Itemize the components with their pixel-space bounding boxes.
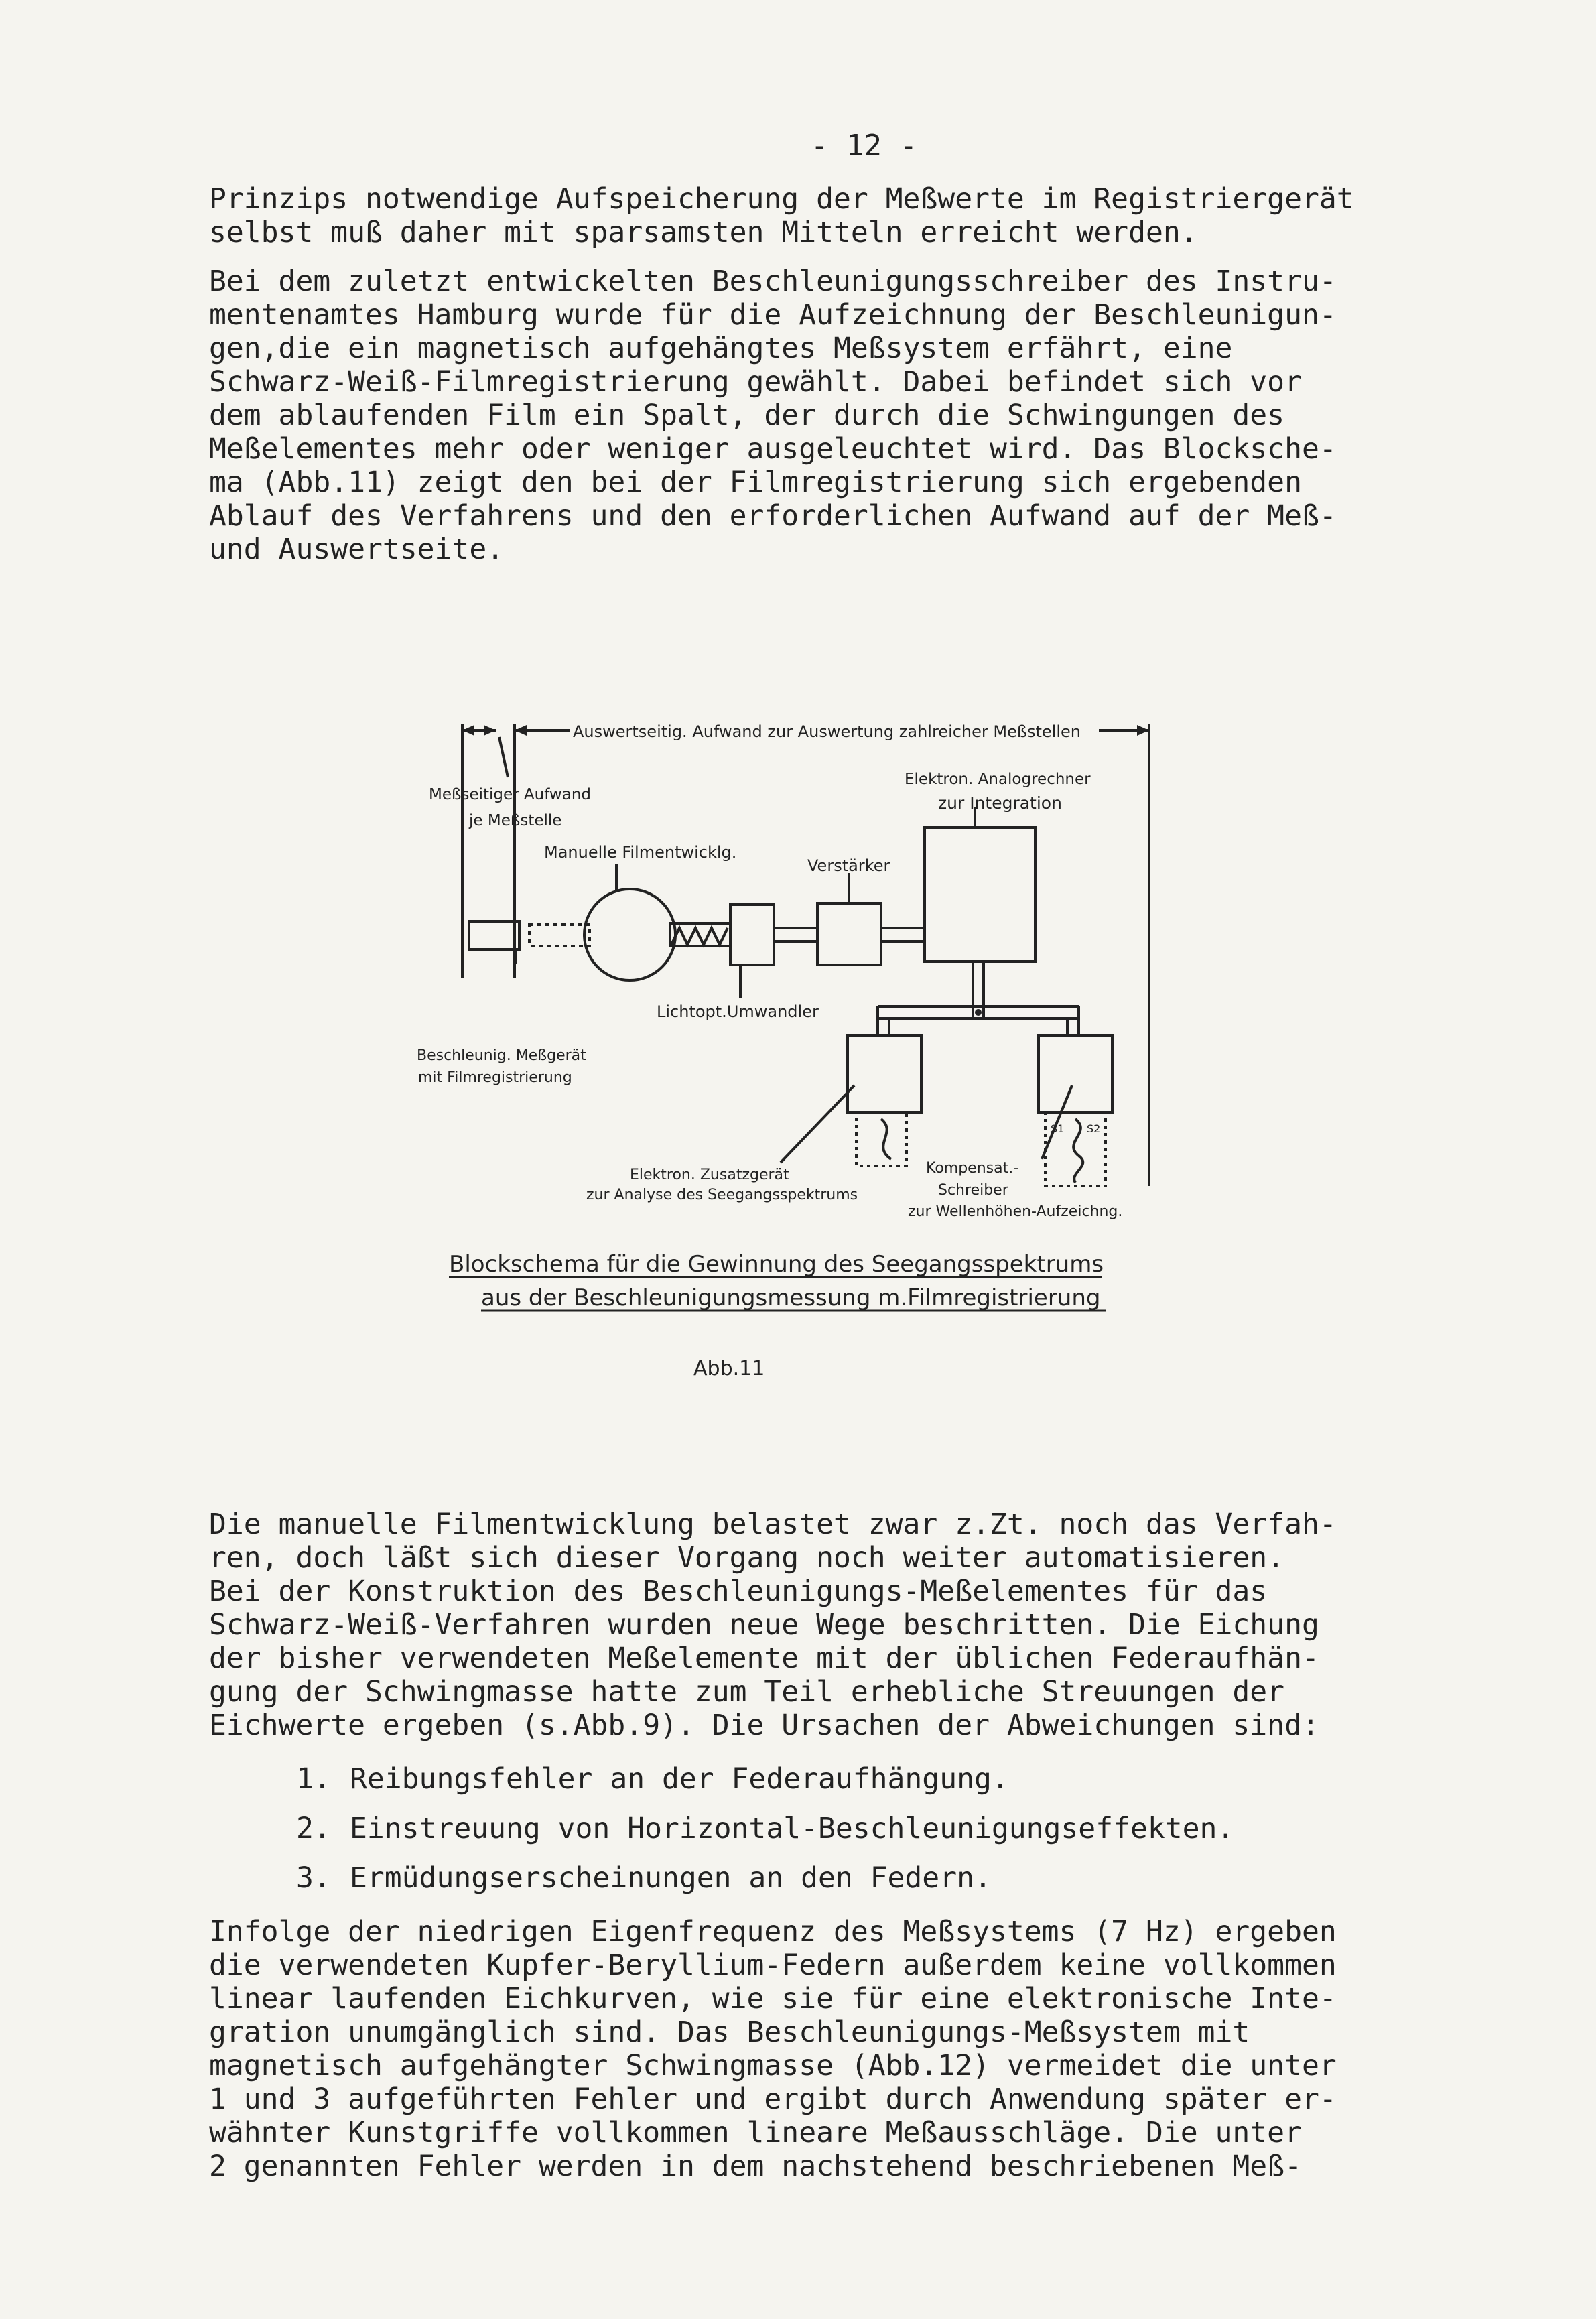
- converter-box: [730, 905, 774, 965]
- label-filmentwicklung: Manuelle Filmentwicklg.: [544, 843, 737, 862]
- recorder-curve: [1073, 1119, 1083, 1183]
- list-text: Einstreuung von Horizontal-Beschleunigungseffekten.: [350, 1812, 1235, 1845]
- figure-caption-line-1: Blockschema für die Gewinnung des Seegangsspektrums: [449, 1251, 1104, 1278]
- text-line: gung der Schwingmasse hatte zum Teil erhebliche Streuungen der: [209, 1675, 1285, 1709]
- figure-caption-line-2: aus der Beschleunigungsmessung m.Filmregistrierung: [481, 1284, 1101, 1311]
- text-line: mentenamtes Hamburg wurde für die Aufzeichnung der Beschleunigun-: [209, 298, 1337, 332]
- label-je-messstelle: je Meßstelle: [469, 812, 562, 830]
- arrow-heads: [462, 725, 1149, 1016]
- text-line: Bei der Konstruktion des Beschleunigungs-Meßelementes für das: [209, 1575, 1268, 1608]
- label-zusatzgeraet: Elektron. Zusatzgerät: [630, 1167, 789, 1183]
- label-analogrechner: Elektron. Analogrechner: [905, 771, 1091, 788]
- page-number: - 12 -: [811, 129, 917, 163]
- paragraph-3: [209, 1508, 1415, 1742]
- analysis-curve: [881, 1119, 891, 1159]
- analog-computer-box: [925, 827, 1035, 962]
- label-kompensat: Kompensat.-: [926, 1160, 1019, 1177]
- text-line: selbst muß daher mit sparsamsten Mitteln erreicht werden.: [209, 216, 1198, 249]
- list-number: 1.: [296, 1762, 331, 1796]
- label-analyse-seegang: zur Analyse des Seegangsspektrums: [586, 1187, 858, 1203]
- text-line: der bisher verwendeten Meßelemente mit der üblichen Federaufhän-: [209, 1642, 1319, 1675]
- text-line: und Auswertseite.: [209, 533, 505, 566]
- list-text: Ermüdungserscheinungen an den Federn.: [350, 1861, 992, 1895]
- label-schreiber: Schreiber: [938, 1182, 1008, 1199]
- text-line: 1 und 3 aufgeführten Fehler und ergibt durch Anwendung später er-: [209, 2082, 1337, 2116]
- figure-number: Abb.11: [693, 1357, 765, 1380]
- amplifier-box: [817, 903, 881, 965]
- paragraph-4: [209, 1915, 1415, 2183]
- list-item: [296, 1812, 1368, 1845]
- label-messseitig: Meßseitiger Aufwand: [429, 786, 592, 803]
- pointer-line: [781, 1085, 854, 1163]
- text-line: gration unumgänglich sind. Das Beschleunigungs-Meßsystem mit: [209, 2015, 1250, 2049]
- label-verstaerker: Verstärker: [807, 856, 890, 875]
- text-line: gen,die ein magnetisch aufgehängtes Meßsystem erfährt, eine: [209, 332, 1233, 365]
- film-path: [529, 925, 590, 946]
- text-line: Schwarz-Weiß-Verfahren wurden neue Wege beschritten. Die Eichung: [209, 1608, 1319, 1642]
- label-beschleunig-messgeraet: Beschleunig. Meßgerät: [417, 1047, 586, 1064]
- label-lichtopt-umwandler: Lichtopt.Umwandler: [657, 1002, 819, 1021]
- label-integration: zur Integration: [938, 793, 1062, 813]
- analysis-device-box: [848, 1035, 921, 1112]
- text-line: 2 genannten Fehler werden in dem nachstehend beschriebenen Meß-: [209, 2149, 1302, 2183]
- film-waveform: [671, 928, 728, 945]
- label-filmregistrierung: mit Filmregistrierung: [418, 1069, 572, 1086]
- pointer-line: [499, 737, 508, 777]
- text-line: magnetisch aufgehängter Schwingmasse (Abb.12) vermeidet die unter: [209, 2049, 1337, 2082]
- label-wellenhoehen: zur Wellenhöhen-Aufzeichng.: [908, 1203, 1123, 1220]
- list-item: [296, 1762, 1368, 1796]
- label-s1: S1: [1051, 1122, 1065, 1135]
- text-line: Meßelementes mehr oder weniger ausgeleuchtet wird. Das Blocksche-: [209, 432, 1337, 466]
- recorder-box: [1039, 1035, 1112, 1112]
- text-line: Schwarz-Weiß-Filmregistrierung gewählt. Dabei befindet sich vor: [209, 365, 1302, 399]
- text-line: ma (Abb.11) zeigt den bei der Filmregistrierung sich ergebenden: [209, 466, 1302, 499]
- text-line: Ablauf des Verfahrens und den erforderlichen Aufwand auf der Meß-: [209, 499, 1337, 533]
- list-item: [296, 1861, 1368, 1895]
- text-line: Prinzips notwendige Aufspeicherung der Meßwerte im Registriergerät: [209, 182, 1354, 216]
- sensor-box: [469, 921, 519, 949]
- text-line: linear laufenden Eichkurven, wie sie für eine elektronische Inte-: [209, 1982, 1337, 2015]
- list-text: Reibungsfehler an der Federaufhängung.: [350, 1762, 1009, 1796]
- text-line: wähnter Kunstgriffe vollkommen lineare Meßausschläge. Die unter: [209, 2116, 1302, 2149]
- text-line: ren, doch läßt sich dieser Vorgang noch weiter automatisieren.: [209, 1541, 1285, 1575]
- text-line: dem ablaufenden Film ein Spalt, der durch die Schwingungen des: [209, 399, 1285, 432]
- text-line: Infolge der niedrigen Eigenfrequenz des Meßsystems (7 Hz) ergeben: [209, 1915, 1337, 1948]
- label-auswertseitig: Auswertseitig. Aufwand zur Auswertung zahlreicher Meßstellen: [573, 722, 1081, 741]
- list-number: 2.: [296, 1812, 331, 1845]
- label-s2: S2: [1087, 1122, 1101, 1135]
- film-reel: [584, 889, 675, 980]
- text-line: die verwendeten Kupfer-Beryllium-Federn außerdem keine vollkommen: [209, 1948, 1337, 1982]
- list-number: 3.: [296, 1861, 331, 1895]
- text-line: Eichwerte ergeben (s.Abb.9). Die Ursachen der Abweichungen sind:: [209, 1709, 1319, 1742]
- text-line: Die manuelle Filmentwicklung belastet zwar z.Zt. noch das Verfah-: [209, 1508, 1337, 1541]
- text-line: Bei dem zuletzt entwickelten Beschleunigungsschreiber des Instru-: [209, 265, 1337, 298]
